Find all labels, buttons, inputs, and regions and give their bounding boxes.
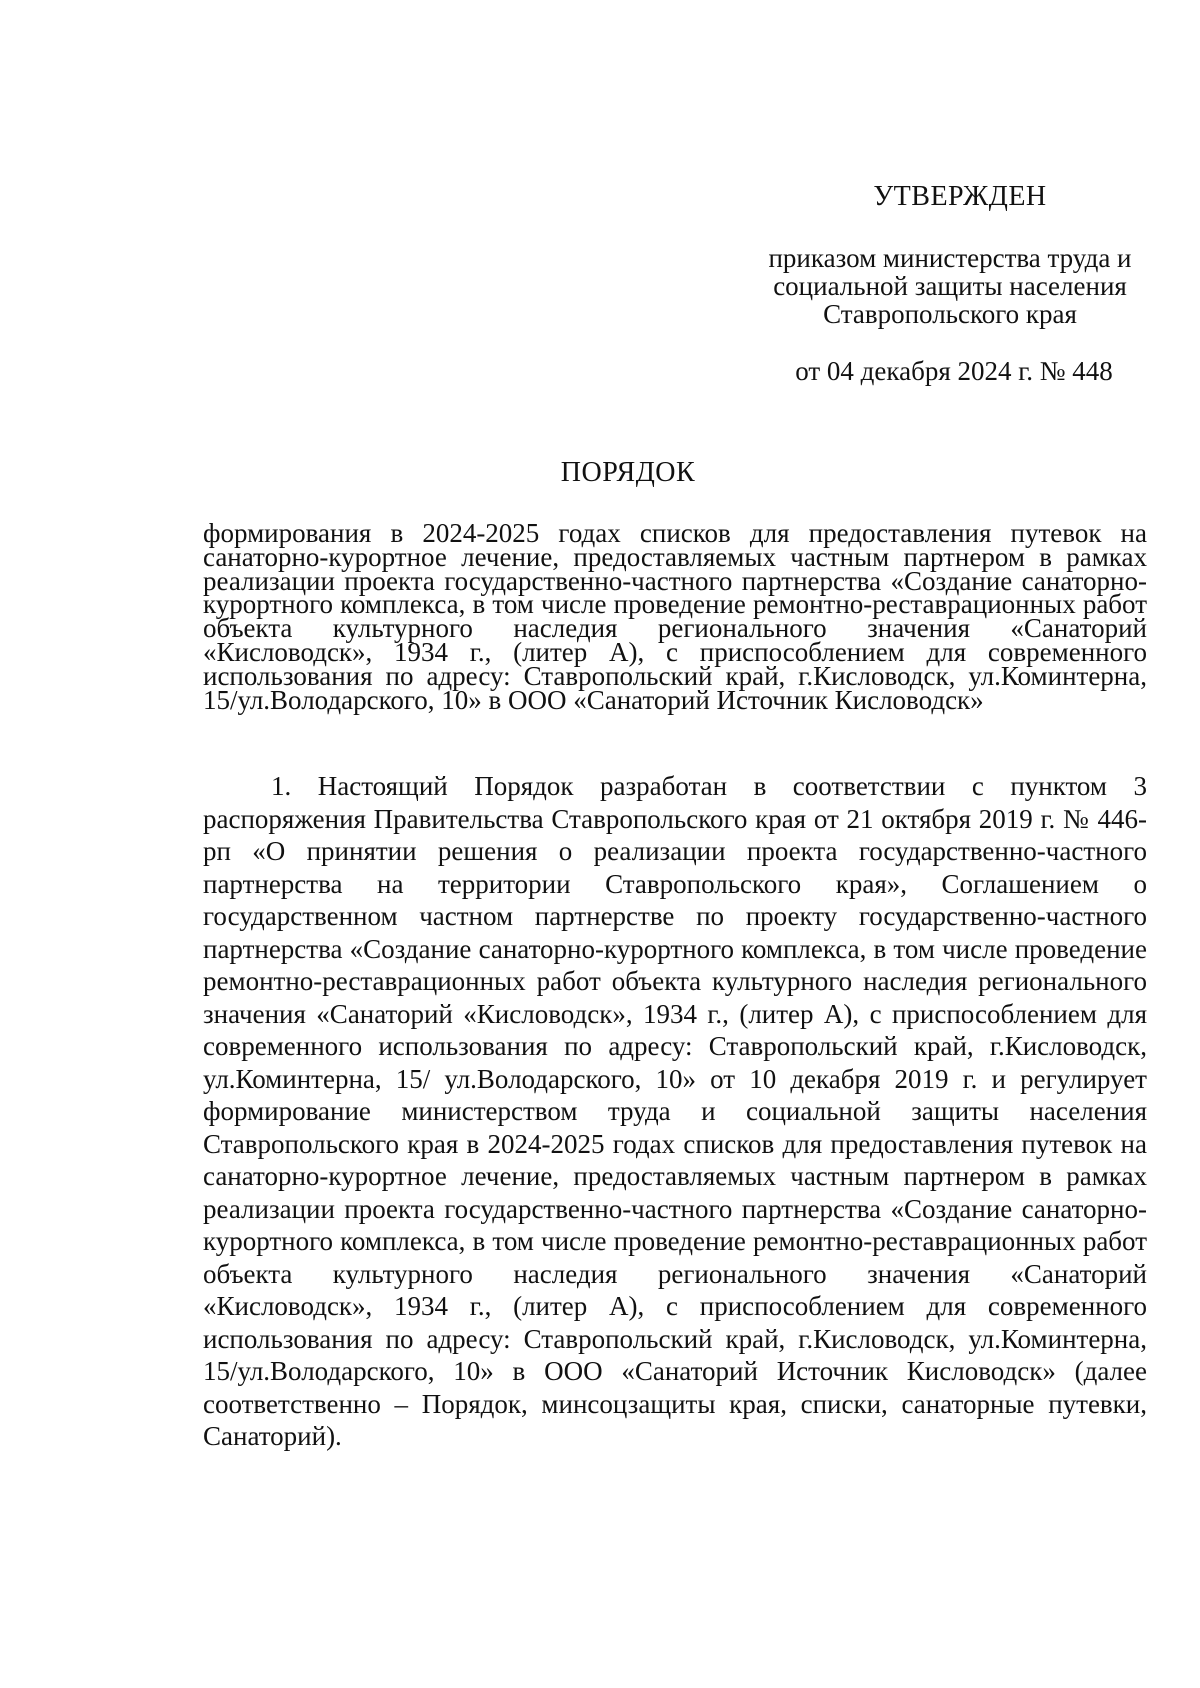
approval-block (740, 180, 1160, 387)
approval-issuer (740, 244, 1160, 328)
approval-issuer-line: Ставропольского края (823, 299, 1077, 329)
approval-heading: УТВЕРЖДЕН (873, 181, 1047, 212)
paragraph-1: 1. Настоящий Порядок разработан в соответствии с пунктом 3 распоряжения Правительства Ставропольского края от 21 октября 2019 г. № 446-рп «О принятии решения о реализации проекта государственно-частного партнерства на территории Ставропольского края», Соглашением о государственном частном партнерстве по проекту государственно-частного партнерства «Создание санаторно-курортного комплекса, в том числе проведение ремонтно-реставрационных работ объекта культурного наследия регионального значения «Санаторий «Кисловодск», 1934 г., (литер А), с приспособлением для современного использования по адресу: Ставропольский край, г.Кисловодск, ул.Коминтерна, 15/ ул.Володарского, 10» от 10 декабря 2019 г. и регулирует формирование министерством труда и социальной защиты населения Ставропольского края в 2024-2025 годах списков для предоставления путевок на санаторно-курортное лечение, предоставляемых частным партнером в рамках реализации проекта государственно-частного партнерства «Создание санаторно-курортного комплекса, в том числе проведение ремонтно-реставрационных работ объекта культурного наследия регионального значения «Санаторий «Кисловодск», 1934 г., (литер А), с приспособлением для современного использования по адресу: Ставропольский край, г.Кисловодск, ул.Коминтерна, 15/ул.Володарского, 10» в ООО «Санаторий Источник Кисловодск» (далее соответственно – Порядок, минсоцзащиты края, списки, санаторные путевки, Санаторий). (203, 771, 1147, 1451)
order-subtitle: формирования в 2024-2025 годах списков для предоставления путевок на санаторно-курортное лечение, предоставляемых частным партнером в рамках реализации проекта государственно-частного партнерства «Создание санаторно-курортного комплекса, в том числе проведение ремонтно-реставрационных работ объекта культурного наследия регионального значения «Санаторий «Кисловодск», 1934 г., (литер А), с приспособлением для современного использования по адресу: Ставропольский край, г.Кисловодск, ул.Коминтерна, 15/ул.Володарского, 10» в ООО «Санаторий Источник Кисловодск» (203, 518, 1147, 715)
approval-issuer-line: социальной защиты населения (773, 271, 1127, 301)
approval-date: от 04 декабря 2024 г. № 448 (795, 356, 1113, 386)
order-title: ПОРЯДОК (560, 457, 696, 488)
approval-issuer-line: приказом министерства труда и (768, 243, 1132, 273)
